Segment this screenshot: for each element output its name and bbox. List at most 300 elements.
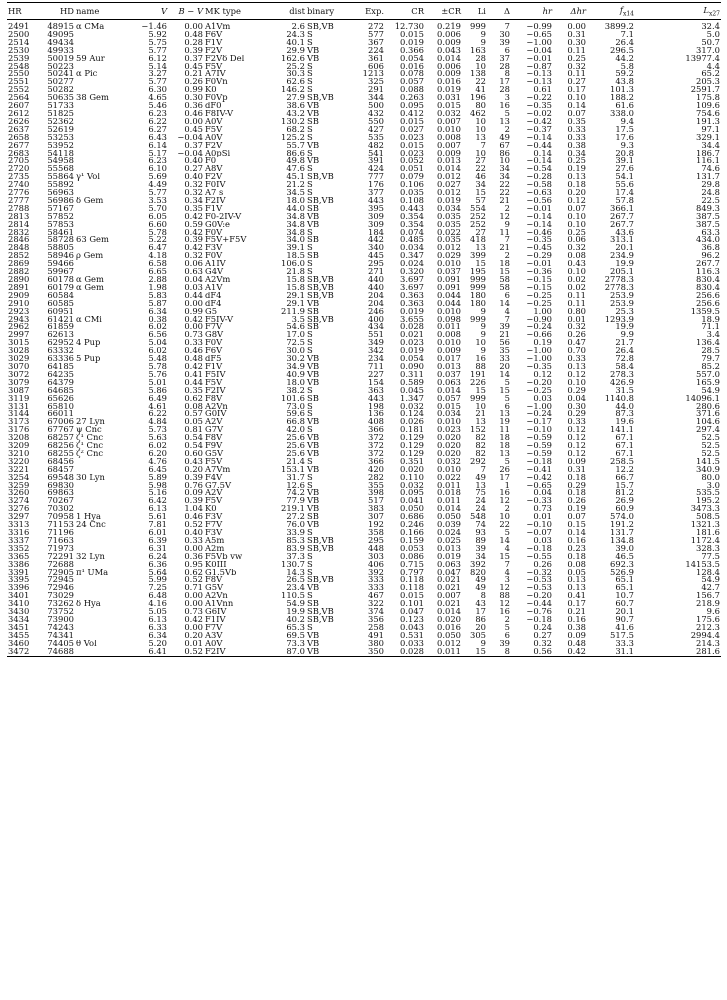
cell-exp: 366 xyxy=(368,457,384,466)
cell-hd: 50635 xyxy=(47,94,74,103)
cell-dist: 34.0 xyxy=(286,236,305,245)
cell-binary: SB xyxy=(307,323,319,332)
table-row xyxy=(7,569,721,577)
table-row xyxy=(7,339,721,347)
cell-cr: 0.443 xyxy=(400,204,424,213)
cell-hardness-ratio: 0.73 xyxy=(533,505,552,514)
cell-hd: 56963 xyxy=(47,189,74,197)
cell-li: 27 xyxy=(475,157,486,166)
cell-lx27: 54.9 xyxy=(701,386,720,395)
cell-fx14: 57.8 xyxy=(615,196,634,205)
cell-hd: 63336 xyxy=(47,355,74,363)
cell-bv: 0.52 xyxy=(184,576,203,585)
cell-delta: 12 xyxy=(499,497,510,506)
cell-li: 418 xyxy=(470,236,486,245)
cell-v: 4.65 xyxy=(148,94,167,103)
cell-bv: −0.04 xyxy=(177,133,203,142)
cell-err-cr: 0.027 xyxy=(437,181,461,190)
cell-delta: 14 xyxy=(499,536,510,545)
cell-hardness-ratio: −0.15 xyxy=(526,276,552,284)
table-row xyxy=(7,450,721,458)
cell-lx27: 116.3 xyxy=(696,268,720,276)
cell-exp: 535 xyxy=(368,133,384,142)
cell-bv: 0.95 xyxy=(184,560,203,569)
cell-fx14: 366.1 xyxy=(610,204,634,213)
cell-bv: 0.42 xyxy=(184,362,203,371)
catalog-table-page xyxy=(7,2,721,657)
cell-exp: 372 xyxy=(368,449,384,458)
col-hardness-ratio: hr xyxy=(511,3,553,20)
cell-li: 196 xyxy=(470,94,486,103)
cell-delta: 10 xyxy=(499,513,510,522)
cell-bv: 0.99 xyxy=(184,86,203,95)
cell-v: 5.76 xyxy=(148,370,167,379)
cell-li: 138 xyxy=(470,70,486,79)
cell-hd: 54958 xyxy=(47,157,74,166)
lx-symbol: L xyxy=(703,4,709,15)
table-row xyxy=(7,165,721,173)
cell-li: 7 xyxy=(480,465,486,474)
cell-cr: 0.118 xyxy=(400,584,424,593)
cell-hr: 3144 xyxy=(8,410,30,419)
cell-hd: 60951 xyxy=(47,307,74,316)
cell-delta-hr: 0.34 xyxy=(567,149,586,158)
cell-binary: S xyxy=(307,402,313,411)
cell-name: θ Vol xyxy=(76,639,97,648)
cell-delta-hr: 0.06 xyxy=(567,236,586,245)
cell-li: 15 xyxy=(475,189,486,197)
cell-lx27: 28.5 xyxy=(701,347,720,356)
cell-cr: 0.366 xyxy=(400,46,424,55)
cell-hd: 52362 xyxy=(47,117,74,126)
cell-cr: 0.412 xyxy=(400,109,424,118)
cell-fx14: 191.2 xyxy=(610,521,634,529)
cell-dist: 106.0 xyxy=(281,260,305,269)
cell-li: 82 xyxy=(475,449,486,458)
cell-mk-type: dF0 xyxy=(205,102,222,110)
cell-err-cr: 0.016 xyxy=(437,623,461,632)
table-row xyxy=(7,213,721,221)
cell-delta-hr: 0.13 xyxy=(567,584,586,593)
cell-binary: SB,VB xyxy=(307,544,334,553)
cell-fx14: 27.6 xyxy=(615,165,634,174)
cell-name xyxy=(75,648,133,656)
cell-binary: S xyxy=(307,481,313,490)
cell-err-cr: 0.050 xyxy=(437,513,461,522)
cell-li: 554 xyxy=(470,204,486,213)
cell-dist: 38.6 xyxy=(286,102,305,110)
cell-delta: 67 xyxy=(499,141,510,150)
cell-err-cr: 0.014 xyxy=(437,165,461,174)
cell-hr: 2552 xyxy=(8,86,30,95)
cell-err-cr: 0.009 xyxy=(437,38,461,47)
table-row xyxy=(7,553,721,561)
cell-err-cr: 0.008 xyxy=(437,133,461,142)
cell-hardness-ratio: −0.41 xyxy=(526,465,552,474)
table-row xyxy=(7,331,721,339)
cell-dist: 30.0 xyxy=(286,347,305,356)
cell-dist: 42.0 xyxy=(286,426,305,435)
cell-name: 1 Hya xyxy=(76,513,102,522)
cell-hardness-ratio: −0.04 xyxy=(526,46,552,55)
cell-cr: 0.079 xyxy=(400,173,424,182)
cell-li: 74 xyxy=(475,521,486,529)
cell-li: 34 xyxy=(475,552,486,561)
cell-name: 59 Aur xyxy=(76,54,105,63)
cell-mk-type: F1V xyxy=(205,204,223,213)
cell-binary: SB,VB xyxy=(307,291,334,300)
cell-name xyxy=(75,142,133,150)
cell-err-cr: 0.031 xyxy=(437,94,461,103)
cell-dist: 87.0 xyxy=(268,648,306,656)
cell-hr: 2813 xyxy=(8,212,30,221)
cell-exp: 443 xyxy=(368,394,384,403)
table-row xyxy=(7,284,721,292)
cell-fx14: 426.9 xyxy=(610,378,634,387)
cell-exp: 363 xyxy=(368,386,384,395)
cell-lx27: 156.7 xyxy=(696,592,720,601)
cell-hardness-ratio: −0.45 xyxy=(526,244,552,253)
cell-fx14: 67.1 xyxy=(615,449,634,458)
cell-dist: 101.6 xyxy=(281,394,305,403)
col-dist: dist xyxy=(268,3,306,20)
cell-hardness-ratio: −0.24 xyxy=(526,323,552,332)
cell-mk-type: G8V xyxy=(205,331,224,340)
cell-hr: 3072 xyxy=(8,370,30,379)
cell-exp: 344 xyxy=(368,94,384,103)
cell-hd: 53952 xyxy=(47,141,74,150)
cell-hardness-ratio: −0.90 xyxy=(526,315,552,324)
cell-exp: 227 xyxy=(368,370,384,379)
cell-exp: 325 xyxy=(368,78,384,87)
cell-exp: 395 xyxy=(368,204,384,213)
cell-exp: 309 xyxy=(368,220,384,229)
cell-err-cr: 0.024 xyxy=(437,529,461,537)
cell-err-cr: 0.010 xyxy=(437,465,461,474)
cell-fx14: 205.1 xyxy=(610,268,634,276)
cell-dist: 12.6 xyxy=(286,481,305,490)
cell-name: δ Hya xyxy=(76,600,101,609)
cell-err-cr: 0.010 xyxy=(437,418,461,427)
cell-li: 80 xyxy=(475,102,486,110)
cell-cr: 0.124 xyxy=(400,410,424,419)
cell-delta: 9 xyxy=(504,220,510,229)
table-row xyxy=(7,521,721,529)
cell-name xyxy=(75,529,133,537)
cell-li: 20 xyxy=(475,623,486,632)
cell-cr: 0.129 xyxy=(400,442,424,450)
cell-v: 4.18 xyxy=(148,252,167,261)
cell-binary: VB xyxy=(307,465,320,474)
cell-bv: 0.57 xyxy=(184,410,203,419)
cell-cr: 0.024 xyxy=(400,260,424,269)
cell-exp: 1213 xyxy=(362,70,384,79)
cell-delta: 20 xyxy=(499,362,510,371)
cell-fx14: 87.3 xyxy=(615,410,634,419)
cell-hr: 2890 xyxy=(8,276,30,284)
cell-hr: 3460 xyxy=(8,639,30,648)
cell-binary: VB xyxy=(307,157,320,166)
cell-lx27: 131.7 xyxy=(696,173,720,182)
cell-hd: 70302 xyxy=(47,505,74,514)
cell-mk-type: A2V xyxy=(205,418,223,427)
cell-lx27: 74.6 xyxy=(701,165,720,174)
cell-hd: 65810 xyxy=(47,402,74,411)
cell-bv: 0.41 xyxy=(184,370,203,379)
cell-hr: 2910 xyxy=(8,299,30,308)
cell-delta-hr: 0.13 xyxy=(567,173,586,182)
cell-li: 49 xyxy=(475,473,486,482)
cell-hardness-ratio: −0.59 xyxy=(526,442,552,450)
cell-bv: 0.32 xyxy=(184,189,203,197)
cell-lx27: 267.7 xyxy=(696,260,720,269)
cell-delta-hr: 0.11 xyxy=(567,291,586,300)
cell-hr: 3316 xyxy=(8,529,30,537)
cell-binary: SB xyxy=(307,204,319,213)
cell-delta: 2 xyxy=(504,204,510,213)
cell-err-cr: 0.063 xyxy=(437,378,461,387)
cell-name xyxy=(75,205,133,213)
cell-bv: 0.09 xyxy=(184,489,203,498)
cell-lx27: 328.3 xyxy=(696,544,720,553)
cell-hr: 2852 xyxy=(8,252,30,261)
cell-dist: 211.9 xyxy=(281,307,305,316)
cell-fx14: 17.5 xyxy=(615,125,634,134)
cell-hardness-ratio: −0.15 xyxy=(526,283,552,292)
cell-exp: 448 xyxy=(368,544,384,553)
cell-hd: 74405 xyxy=(47,639,74,648)
cell-delta-hr: 0.33 xyxy=(567,133,586,142)
cell-v: 5.64 xyxy=(148,568,167,577)
cell-binary: SB,VB xyxy=(307,94,334,103)
cell-bv: 0.34 xyxy=(184,196,203,205)
cell-mk-type: A5m xyxy=(205,536,225,545)
cell-fx14: 10.7 xyxy=(615,592,634,601)
cell-cr: 0.028 xyxy=(385,648,425,656)
table-row xyxy=(7,355,721,363)
cell-hd: 64235 xyxy=(47,370,74,379)
cell-bv: 0.73 xyxy=(184,331,203,340)
cell-mk-type: A2Vn xyxy=(205,402,228,411)
cell-delta: 3 xyxy=(504,576,510,585)
cell-v: 6.13 xyxy=(148,615,167,624)
cell-err-cr: 0.014 xyxy=(437,386,461,395)
cell-hardness-ratio: −0.02 xyxy=(526,109,552,118)
cell-v: 6.36 xyxy=(148,560,167,569)
cell-name xyxy=(75,505,133,513)
cell-dist: 219.1 xyxy=(281,505,305,514)
cell-mk-type: F0IV xyxy=(205,181,226,190)
cell-dist: 162.6 xyxy=(281,54,305,63)
cell-hd: 71973 xyxy=(47,544,74,553)
cell-delta-hr: 0.48 xyxy=(567,639,586,648)
cell-dist: 54.9 xyxy=(286,600,305,609)
cell-delta-hr: 0.10 xyxy=(567,268,586,276)
cell-err-cr: 0.009 xyxy=(437,70,461,79)
cell-cr: 0.263 xyxy=(400,94,424,103)
cell-dist: 31.7 xyxy=(286,473,305,482)
cell-fx14: 20.1 xyxy=(615,608,634,616)
cell-binary: S xyxy=(307,339,313,348)
cell-exp: 136 xyxy=(368,410,384,419)
cell-v: 7.81 xyxy=(148,521,167,529)
cell-cr: 0.019 xyxy=(400,38,424,47)
cell-lx27: 77.5 xyxy=(701,552,720,561)
cell-hd: 72946 xyxy=(47,584,74,593)
cell-v: 5.70 xyxy=(148,204,167,213)
cell-fx14: 19.9 xyxy=(615,260,634,269)
cell-dist: 45.1 xyxy=(286,173,305,182)
cell-hr: 2962 xyxy=(8,323,30,332)
cell-mk-type: G7V xyxy=(205,426,224,435)
cell-dist: 21.8 xyxy=(286,268,305,276)
cell-li: 9 xyxy=(480,30,486,39)
cell-delta-hr: 0.21 xyxy=(567,608,586,616)
cell-exp: 154 xyxy=(368,378,384,387)
cell-delta: 22 xyxy=(499,181,510,190)
cell-cr: 0.016 xyxy=(400,62,424,71)
fx-symbol: f xyxy=(619,4,623,15)
cell-exp: 500 xyxy=(368,102,384,110)
cell-delta-hr: 0.27 xyxy=(567,78,586,87)
cell-binary: S xyxy=(307,133,313,142)
cell-mk-type: F3V xyxy=(205,244,223,253)
cell-li: 43 xyxy=(475,600,486,609)
cell-name: 5 Pup xyxy=(76,355,101,363)
cell-mk-type: F5V xyxy=(205,62,223,71)
cell-mk-type: F3V xyxy=(205,529,223,537)
cell-li: 999 xyxy=(470,21,486,31)
cell-v: 5.17 xyxy=(148,149,167,158)
table-row xyxy=(7,371,721,379)
table-row xyxy=(7,648,721,656)
cell-li: 252 xyxy=(470,212,486,221)
cell-v: 7.25 xyxy=(148,584,167,593)
cell-binary: VB xyxy=(307,141,320,150)
cell-delta: 22 xyxy=(499,189,510,197)
cell-hardness-ratio: −0.76 xyxy=(526,608,552,616)
table-row xyxy=(7,94,721,102)
cell-exp: 234 xyxy=(368,355,384,363)
cell-mk-type: A2V xyxy=(205,489,223,498)
cell-bv: 0.45 xyxy=(184,62,203,71)
cell-name xyxy=(75,410,133,418)
cell-hardness-ratio: 0.12 xyxy=(533,370,552,379)
cell-v: 6.14 xyxy=(148,141,167,150)
cell-err-cr: 0.021 xyxy=(437,600,461,609)
cell-delta: 17 xyxy=(499,473,510,482)
cell-bv: 0.04 xyxy=(184,276,203,284)
cell-delta-hr: 0.32 xyxy=(567,323,586,332)
cell-dist: 17.0 xyxy=(286,331,305,340)
cell-hd: 61859 xyxy=(47,323,74,332)
cell-name xyxy=(75,497,133,505)
cell-delta-hr: 0.41 xyxy=(567,592,586,601)
cell-name xyxy=(75,347,133,355)
cell-mk-type: F8IV-V xyxy=(205,109,233,118)
cell-v: 6.65 xyxy=(148,268,167,276)
cell-binary: S xyxy=(307,86,313,95)
cell-hr: 2735 xyxy=(8,173,30,182)
cell-name xyxy=(75,181,133,189)
cell-v: 5.04 xyxy=(148,339,167,348)
cell-delta-hr: 0.17 xyxy=(567,600,586,609)
cell-hd: 61421 xyxy=(47,315,74,324)
cell-exp: 333 xyxy=(368,576,384,585)
cell-hardness-ratio: −0.13 xyxy=(526,78,552,87)
cell-lx27: 371.6 xyxy=(696,410,720,419)
cell-err-cr: 0.012 xyxy=(437,639,461,648)
cell-dist: 73.0 xyxy=(286,402,305,411)
cell-exp: 445 xyxy=(368,252,384,261)
cell-fx14: 17.6 xyxy=(615,133,634,142)
cell-cr: 0.088 xyxy=(400,86,424,95)
cell-err-cr: 0.044 xyxy=(437,291,461,300)
cell-hr: 2491 xyxy=(8,21,30,31)
cell-hd: 69830 xyxy=(47,481,74,490)
cell-li: 548 xyxy=(470,513,486,522)
col-delta-hr: Δhr xyxy=(553,3,587,20)
cell-exp: 224 xyxy=(368,46,384,55)
cell-err-cr: 0.047 xyxy=(437,568,461,577)
cell-cr: 0.686 xyxy=(400,513,424,522)
cell-name xyxy=(75,592,133,600)
table-row xyxy=(7,640,721,648)
cell-delta-hr: 0.30 xyxy=(567,38,586,47)
cell-delta: 1 xyxy=(504,481,510,490)
cell-delta-hr: 0.09 xyxy=(567,631,586,640)
cell-delta-hr: 0.02 xyxy=(567,283,586,292)
cell-hd: 55568 xyxy=(47,165,74,174)
cell-dist: 69.5 xyxy=(286,631,305,640)
cell-v: 5.01 xyxy=(148,378,167,387)
cell-bv: 0.00 xyxy=(184,21,203,31)
cell-mk-type: G5V xyxy=(205,449,224,458)
cell-exp: 442 xyxy=(368,236,384,245)
cell-bv: 0.06 xyxy=(184,260,203,269)
cell-hardness-ratio: −0.14 xyxy=(526,133,552,142)
cell-cr: 0.351 xyxy=(400,457,424,466)
cell-binary: S xyxy=(307,165,313,174)
cell-delta: 35 xyxy=(499,347,510,356)
cell-hd: 51825 xyxy=(47,109,74,118)
cell-exp: 342 xyxy=(368,347,384,356)
cell-v: 5.16 xyxy=(148,489,167,498)
cell-delta-hr: 0.18 xyxy=(567,489,586,498)
cell-delta: 5 xyxy=(504,378,510,387)
cell-li: 93 xyxy=(475,529,486,537)
cell-delta: 56 xyxy=(499,339,510,348)
cell-hd: 63332 xyxy=(47,347,74,356)
cell-bv: 0.81 xyxy=(184,426,203,435)
cell-delta-hr: 0.13 xyxy=(567,576,586,585)
cell-exp: 577 xyxy=(368,30,384,39)
cell-binary: S xyxy=(307,78,313,87)
cell-binary: S xyxy=(307,473,313,482)
cell-binary: SB,VB xyxy=(307,608,334,616)
cell-hd: 60585 xyxy=(47,299,74,308)
cell-hr: 2832 xyxy=(8,228,30,237)
cell-delta: 5 xyxy=(504,529,510,537)
cell-binary: SB,VB xyxy=(307,276,334,284)
cell-bv: 0.44 xyxy=(184,291,203,300)
cell-cr: 0.363 xyxy=(400,299,424,308)
cell-err-cr: 0.010 xyxy=(437,307,461,316)
cell-v: 4.84 xyxy=(148,418,167,427)
cell-fx14: 296.5 xyxy=(610,46,634,55)
cell-binary: VB xyxy=(307,355,320,363)
table-row xyxy=(7,497,721,505)
